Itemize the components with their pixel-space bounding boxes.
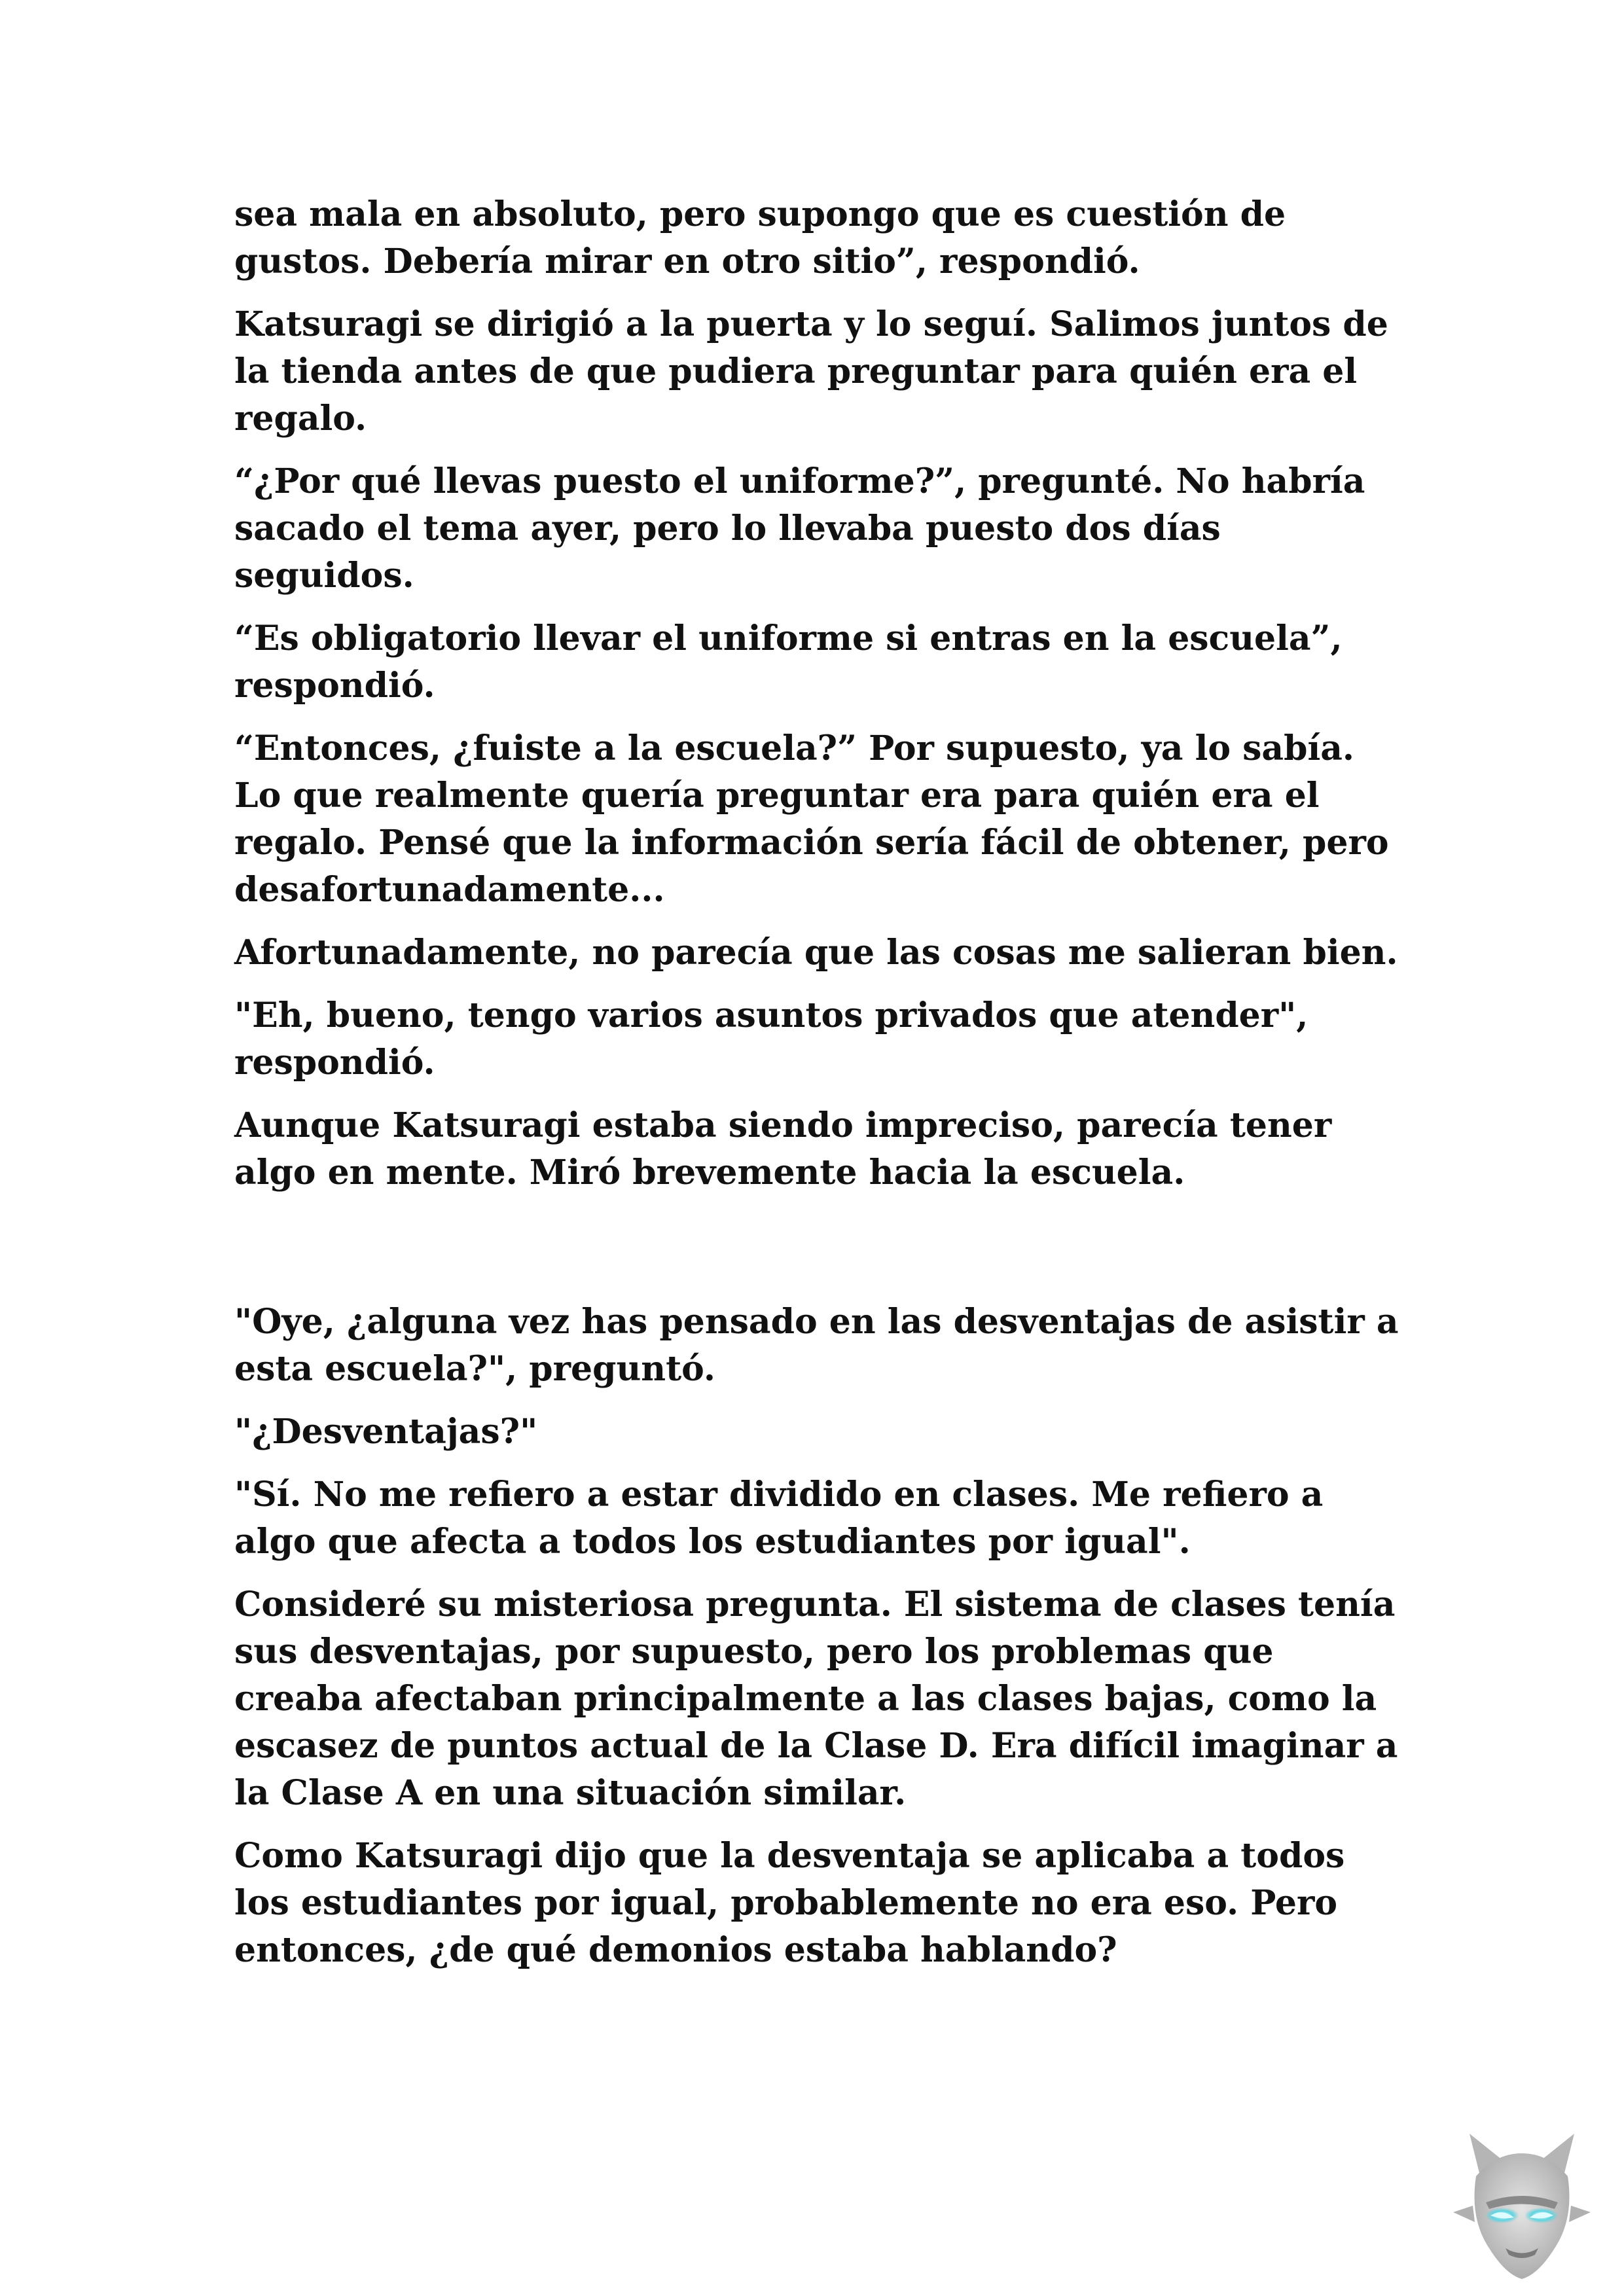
paragraph: Como Katsuragi dijo que la desventaja se aplicaba a todos los estudiantes por igual, probablemente no era eso. Pero entonces, ¿de qué demonios estaba hablando? xyxy=(234,1836,1345,1970)
section-break xyxy=(234,1212,1406,1299)
paragraph: "Oye, ¿alguna vez has pensado en las desventajas de asistir a esta escuela?", preguntó. xyxy=(234,1302,1399,1389)
paragraph: sea mala en absoluto, pero supongo que es cuestión de gustos. Debería mirar en otro sitio”, respondió. xyxy=(234,194,1286,281)
paragraph: "¿Desventajas?" xyxy=(234,1412,538,1452)
paragraph: Katsuragi se dirigió a la puerta y lo seguí. Salimos juntos de la tienda antes de que pudiera preguntar para quién era el regalo. xyxy=(234,304,1388,439)
paragraph: “¿Por qué llevas puesto el uniforme?”, pregunté. No habría sacado el tema ayer, pero lo llevaba puesto dos días seguidos. xyxy=(234,461,1365,596)
paragraph: “Es obligatorio llevar el uniforme si entras en la escuela”, respondió. xyxy=(234,619,1343,706)
paragraph: Aunque Katsuragi estaba siendo impreciso, parecía tener algo en mente. Miró brevemente hacia la escuela. xyxy=(234,1105,1332,1193)
paragraph: "Sí. No me refiero a estar dividido en clases. Me refiero a algo que afecta a todos los estudiantes por igual". xyxy=(234,1475,1324,1562)
paragraph: "Eh, bueno, tengo varios asuntos privados que atender", respondió. xyxy=(234,996,1308,1083)
demon-head-icon xyxy=(1443,2127,1600,2284)
paragraph: Consideré su misteriosa pregunta. El sistema de clases tenía sus desventajas, por supuesto, pero los problemas que creaba afectaban principalmente a las clases bajas, como la escasez de puntos actual de la Clase D. Era difícil imaginar a la Clase A en una situación similar. xyxy=(234,1585,1398,1813)
paragraph: Afortunadamente, no parecía que las cosas me salieran bien. xyxy=(234,933,1398,973)
paragraph: “Entonces, ¿fuiste a la escuela?” Por supuesto, ya lo sabía. Lo que realmente quería preguntar era para quién era el regalo. Pensé que la información sería fácil de obtener, pero desafortunadamente... xyxy=(234,728,1389,910)
body-text xyxy=(234,191,1406,1990)
